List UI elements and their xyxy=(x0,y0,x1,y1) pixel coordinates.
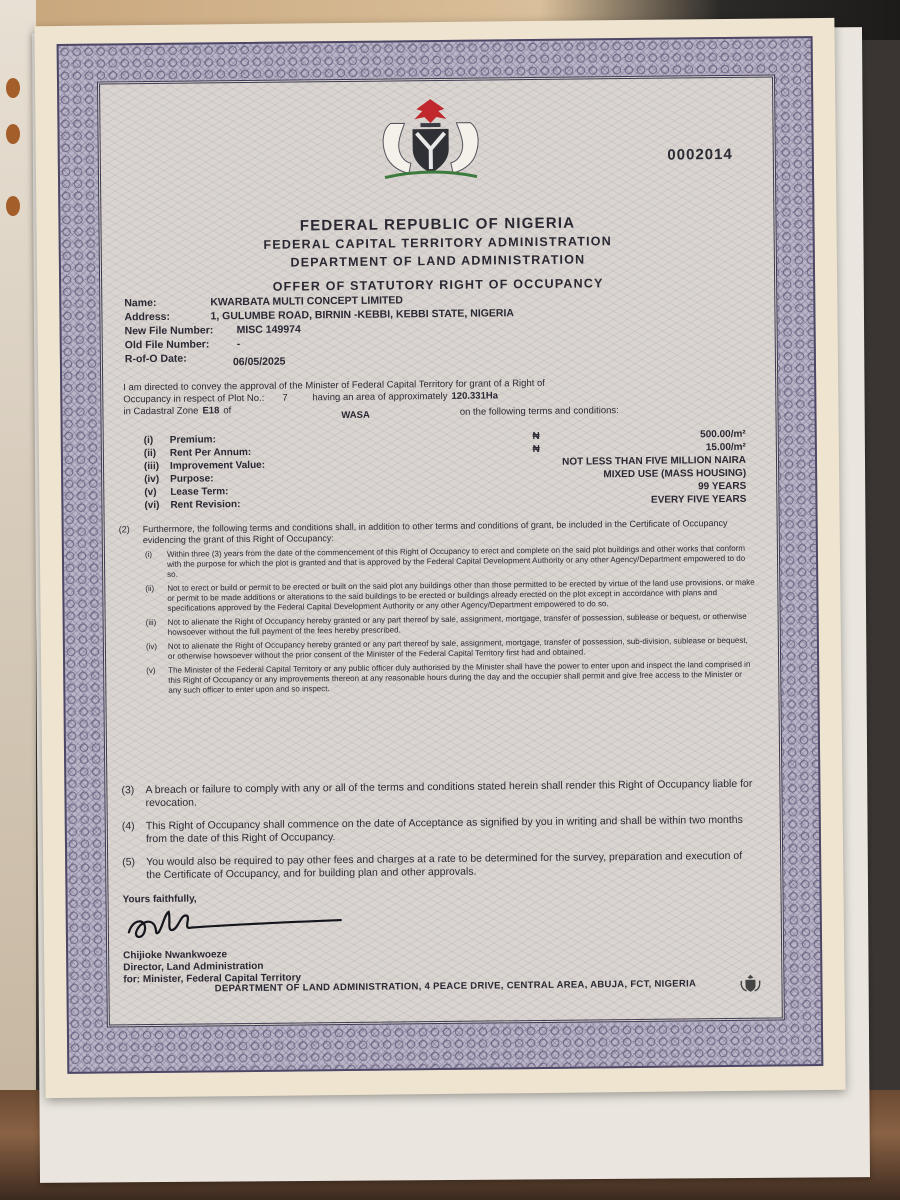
intro-line: Occupancy in respect of Plot No.: 7 having an area of approximately 120.331Ha xyxy=(123,390,499,406)
field-label: Address: xyxy=(124,310,171,324)
sub-condition: (v) The Minister of the Federal Capital Territory or any public officer duly authorised by the Minister shall have the power to enter upon and inspect the land comprised in this Right of Occupancy or any improvements thereon at any reasonable hours during the day and the occupier shall permit and give free access to the Minister or any such officer to enter upon and so inspect. xyxy=(146,659,751,695)
condition-5: (5) You would also be required to pay other fees and charges at a rate to be determined for the survey, preparation and execution of the Certificate of Occupancy, and for building plan and other approvals. xyxy=(122,850,758,883)
signatory-for: for: Minister, Federal Capital Territory xyxy=(123,972,302,986)
term-row: (vi) Rent Revision: EVERY FIVE YEARS xyxy=(144,493,756,512)
sub-condition: (i) Within three (3) years from the date of the commencement of this Right of Occupancy to erect and complete on the said plot buildings and other works that conform with the purpose for which the plot is granted and that is approved by the Federal Capital Development Authority or any other Agency/Department empowered to do so. xyxy=(144,543,746,579)
term-currency: ₦ xyxy=(532,430,540,443)
document-sheet xyxy=(34,18,845,1098)
approval-intro xyxy=(123,376,745,425)
field-label: New File Number: xyxy=(124,324,214,338)
binder-hole xyxy=(6,124,20,144)
terms-list xyxy=(144,428,757,512)
field-value: MISC 149974 xyxy=(236,323,301,337)
field-value: 06/05/2025 xyxy=(232,355,286,369)
plot-number: 7 xyxy=(282,392,288,404)
heading-country: FEDERAL REPUBLIC OF NIGERIA xyxy=(299,214,576,235)
condition-text: You would also be required to pay other fees and charges at a rate to be determined for the survey, preparation and execution of the Certificate of Occupancy, and for building plan and other approvals. xyxy=(146,849,743,882)
term-row: (ii) Rent Per Annum: ₦ 15.00/m² xyxy=(144,441,756,460)
heading-admin: FEDERAL CAPITAL TERRITORY ADMINISTRATION xyxy=(263,234,612,252)
condition-3: (3) A breach or failure to comply with any or all of the terms and conditions stated herein shall render this Right of Occupancy liable for revocation. xyxy=(121,778,757,811)
term-row: (iii) Improvement Value: NOT LESS THAN FIVE MILLION NAIRA xyxy=(144,454,756,473)
coat-of-arms-icon xyxy=(360,92,501,183)
plot-area: 120.331Ha xyxy=(451,390,499,402)
binder-hole xyxy=(6,196,20,216)
term-row: (i) Premium: ₦ 500.00/m² xyxy=(144,428,756,447)
term-value: NOT LESS THAN FIVE MILLION NAIRA xyxy=(562,454,747,468)
term-value: EVERY FIVE YEARS xyxy=(650,493,747,506)
field-value: 1, GULUMBE ROAD, BIRNIN -KEBBI, KEBBI STATE, NIGERIA xyxy=(210,307,515,323)
condition-text: A breach or failure to comply with any or all of the terms and conditions stated herein shall render this Right of Occupancy liable for revocation. xyxy=(145,777,753,810)
small-arms-icon xyxy=(739,973,761,993)
document-body xyxy=(97,74,785,1027)
sub-condition: (ii) Not to erect or build or permit to be erected or built on the said plot any buildings other than those permitted to be erected by virtue of the land use provisions, or make or permit to be made additions or alterations to the said buildings to be erected or buildings already erected on the plot except in accordance with plans and specifications approved by the Federal Capital Development Authority or any other Agency/Department empowered to do so. xyxy=(145,577,755,613)
field-row xyxy=(124,348,515,369)
grantee-details xyxy=(124,292,515,369)
term-value: MIXED USE (MASS HOUSING) xyxy=(603,467,747,481)
signatory-title: Director, Land Administration xyxy=(123,960,264,974)
cadastral-zone: E18 xyxy=(202,405,220,417)
serial-number: 0002014 xyxy=(667,145,733,164)
sub-condition: (iv) Not to alienate the Right of Occupancy hereby granted or any part thereof by sale, assignment, mortgage, transfer of possession, sub-division, sublease or bequest, or otherwise howsoever without the prior consent of the Minister of the Federal Capital Territory first had and obtained. xyxy=(145,635,748,661)
field-label: R-of-O Date: xyxy=(124,352,187,366)
field-value: - xyxy=(236,338,241,351)
field-label: Name: xyxy=(124,296,157,310)
term-value: 99 YEARS xyxy=(698,480,747,493)
binder-hole xyxy=(6,78,20,98)
field-label: Old File Number: xyxy=(124,338,210,352)
condition-2: (2) Furthermore, the following terms and conditions shall, in addition to other terms and conditions of grant, be included in the Certificate of Occupancy evidencing the grant of this Right of Occupancy: (i) Within three (3) years from the date of the commencement of this Right of Occupancy to erect and complete on the said plot buildings and other works that conform with the purpose for which the plot is granted and that is approved by the Federal Capital Development Authority or any other Agency/Department empowered to do so. (ii) Not to erect or build or permit to be erected or built on the said plot any buildings other than those permitted to be erected by virtue of the land use provisions, or make or permit to be made additions or alterations to the said buildings to be erected or buildings already erected on the plot except in accordance with plans and specifications approved by the Federal Capital Development Authority or any other Agency/Department empowered to do so. (iii) Not to alienate the Right of Occupancy hereby granted or any part thereof by sale, assignment, mortgage, transfer of possession, sublease or bequest, or otherwise howsoever without the full payment of the fees hereby prescribed. (iv) Not to alienate the Right of Occupancy hereby granted or any part thereof by sale, assignment, mortgage, transfer of possession, sub-division, sublease or bequest, or otherwise howsoever without the prior consent of the Minister of the Federal Capital Territory first had and obtained. (v) The Minister of the Federal Capital Territory or any public officer duly authorised by the Minister shall have the power to enter upon and inspect the land comprised in this Right of Occupancy or any improvements thereon at any reasonable hours during the day and the occupier shall permit and give free access to the Minister or any such officer to enter upon and so inspect. xyxy=(118,517,755,695)
condition-text: Furthermore, the following terms and conditions shall, in addition to other terms and conditions of grant, be included in the Certificate of Occupancy evidencing the grant of this Right of Occupancy: xyxy=(142,517,728,546)
term-row: (v) Lease Term: 99 YEARS xyxy=(144,480,756,499)
document-title: OFFER OF STATUTORY RIGHT OF OCCUPANCY xyxy=(272,276,604,294)
term-currency: ₦ xyxy=(532,443,540,456)
intro-line: in Cadastral Zone E18 of WASA on the following terms and conditions: xyxy=(123,400,745,425)
condition-4: (4) This Right of Occupancy shall commence on the date of Acceptance as signified by you in writing and shall be within two months from the date of this Right of Occupancy. xyxy=(122,814,758,847)
binder-page xyxy=(0,0,36,1200)
sub-condition: (iii) Not to alienate the Right of Occupancy hereby granted or any part thereof by sale, assignment, mortgage, transfer of possession, sublease or bequest, or otherwise howsoever without the full payment of the fees hereby prescribed. xyxy=(145,611,747,637)
signatory-name: Chijioke Nwankwoeze xyxy=(123,949,228,962)
closing: Yours faithfully, xyxy=(122,893,197,906)
district: WASA xyxy=(341,409,370,422)
signature-icon xyxy=(123,904,353,946)
signature-block xyxy=(123,892,354,986)
heading-department: DEPARTMENT OF LAND ADMINISTRATION xyxy=(290,252,586,270)
field-value: KWARBATA MULTI CONCEPT LIMITED xyxy=(210,294,404,309)
footer-address: DEPARTMENT OF LAND ADMINISTRATION, 4 PEACE DRIVE, CENTRAL AREA, ABUJA, FCT, NIGERIA xyxy=(214,978,697,995)
document-heading xyxy=(101,211,774,297)
term-row: (iv) Purpose: MIXED USE (MASS HOUSING) xyxy=(144,467,756,486)
term-value: 500.00/m² xyxy=(700,428,746,441)
term-value: 15.00/m² xyxy=(705,441,746,454)
intro-line: I am directed to convey the approval of the Minister of Federal Capital Territory for grant of a Right of xyxy=(123,377,545,394)
condition-text: This Right of Occupancy shall commence on the date of Acceptance as signified by you in writing and shall be within two months from the date of this Right of Occupancy. xyxy=(145,813,743,846)
